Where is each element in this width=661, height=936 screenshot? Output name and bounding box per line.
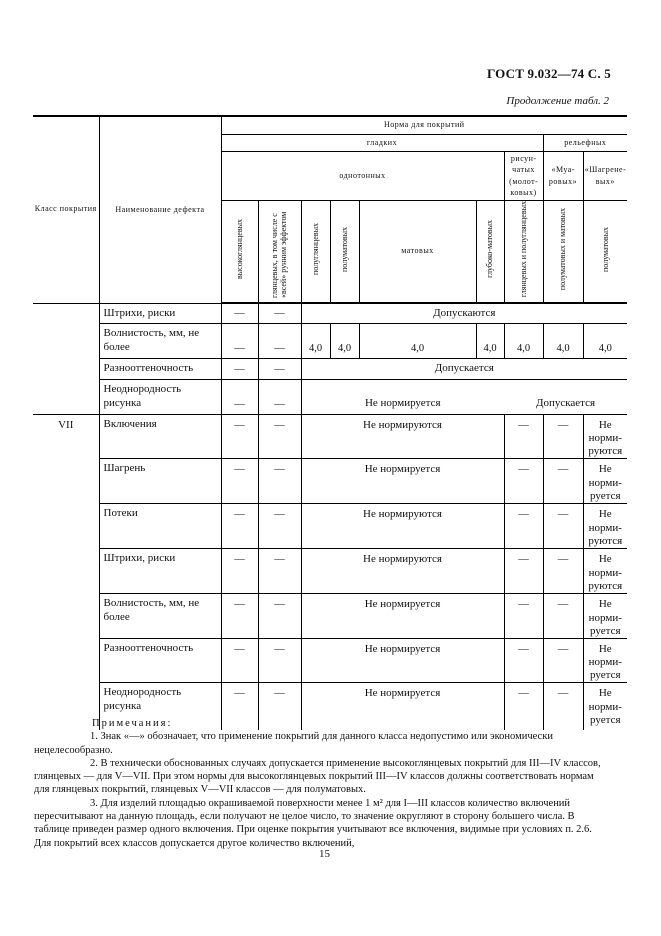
relief-header: рельефных: [543, 134, 627, 151]
defect-norms-table: [33, 115, 627, 730]
table-row: Разнооттеночность — — Не нормируется — — Не нормируется: [33, 638, 627, 683]
table-row: Волнистость, мм, не более — — Не нормируется — — Не нормируется: [33, 594, 627, 639]
table-row: Неоднородность рисунка — — Не нормируется Допускается: [33, 380, 627, 415]
col-semimatte-matte: полуматовых и матовых: [543, 200, 583, 303]
table-row: Штрихи, риски — — Допускаются: [33, 303, 627, 324]
col-semi-matte: полуматовых: [330, 200, 359, 303]
col-gloss-semigloss: глянцевых и полуглянцевых: [504, 200, 543, 303]
table-row: Штрихи, риски — — Не нормируются — — Не нормируются: [33, 549, 627, 594]
table-row: Волнистость, мм, не более — — 4,0 4,0 4,0 4,0 4,0 4,0 4,0: [33, 324, 627, 359]
table-row: Потеки — — Не нормируются — — Не нормируются: [33, 504, 627, 549]
table-continuation-label: Продолжение табл. 2: [506, 95, 609, 107]
col-deep-matte: глубоко-матовых: [476, 200, 504, 303]
patterned-header: рисунчатых (молотковых): [504, 151, 543, 200]
table-row: Разнооттеночность — — Допускается: [33, 359, 627, 380]
notes-section: [34, 717, 601, 850]
norm-header: Норма для покрытий: [221, 116, 627, 134]
col-semi-gloss: полуглянцевых: [301, 200, 330, 303]
class-column-header: Класс покрытия: [33, 116, 99, 303]
table-row: Неоднородность рисунка — — Не нормируется — — Не нормируется: [33, 683, 627, 730]
col-matte: матовых: [359, 200, 476, 303]
page-number: 15: [319, 848, 330, 860]
page-header: ГОСТ 9.032—74 С. 5: [486, 66, 611, 81]
notes-title: Примечания:: [92, 718, 173, 729]
col-high-gloss: высокоглянцевых: [221, 200, 258, 303]
col-semimatte-shagreen: полуматовых: [583, 200, 627, 303]
note-2: 2. В технически обоснованных случаях допускается применение высокоглянцевых покрытий для III—IV классов, глянцевых — для V—VII. При этом нормы для высокоглянцевых покрытий III—IV классов должны соответствовать нормам для глянцевых покрытий, глянцевых V—VII классов — для полуматовых.: [34, 757, 601, 796]
solid-header: однотонных: [221, 151, 504, 200]
note-1: 1. Знак «—» обозначает, что применение покрытий для данного класса недопустимо или экономически нецелесообразно.: [34, 731, 553, 756]
defect-column-header: Наименование дефекта: [99, 116, 221, 303]
shagreen-header: «Шагреневых»: [583, 151, 627, 200]
table-row: Шагрень — — Не нормируется — — Не нормируется: [33, 459, 627, 504]
class-cell: VII: [33, 414, 99, 730]
smooth-header: гладких: [221, 134, 543, 151]
note-3: 3. Для изделий площадью окрашиваемой поверхности менее 1 м² для I—III классов количество включений пересчитывают на данную площадь, если получают не целое число, то значение округляют в сторону большего числа. В таблице приведен размер одного включения. При оценке покрытия учитывают все включения, видимые при условиях п. 2.6. Для покрытий всех классов допускается другое количество включений,: [34, 797, 592, 849]
table-row: VII Включения — — Не нормируются — — Не нормируются: [33, 414, 627, 459]
moire-header: «Муаровых»: [543, 151, 583, 200]
col-gloss: глянцевых, в том числе с «всей» рунним эффектом: [258, 200, 301, 303]
